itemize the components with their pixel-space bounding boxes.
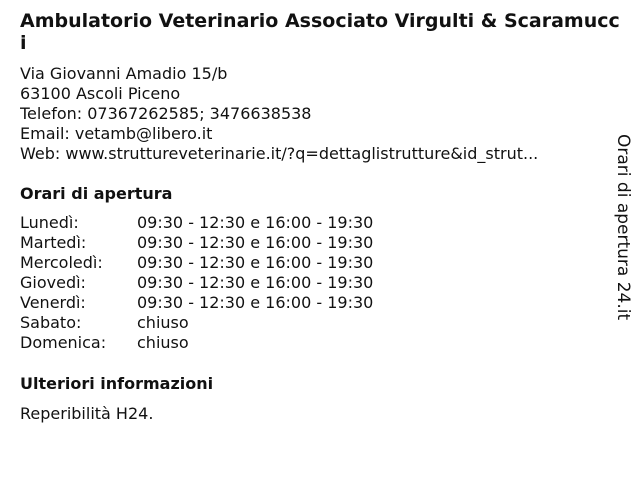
phone-numbers[interactable]: Telefon: 07367262585; 3476638538 <box>20 104 312 123</box>
hours-row-friday <box>20 293 373 313</box>
contact-block <box>20 64 610 164</box>
business-title: Ambulatorio Veterinario Associato Virgulti & Scaramucci <box>20 10 620 54</box>
hours-row-sunday <box>20 333 373 353</box>
day-label: Sabato: <box>20 313 82 332</box>
hours-row-wednesday <box>20 253 373 273</box>
hours-row-saturday <box>20 313 373 333</box>
time-value: 09:30 - 12:30 e 16:00 - 19:30 <box>137 233 374 252</box>
hours-row-thursday <box>20 273 373 293</box>
additional-info-heading: Ulteriori informazioni <box>20 374 214 393</box>
street-address: Via Giovanni Amadio 15/b <box>20 64 228 83</box>
day-label: Giovedì: <box>20 273 86 292</box>
time-value: 09:30 - 12:30 e 16:00 - 19:30 <box>137 253 374 272</box>
time-value: 09:30 - 12:30 e 16:00 - 19:30 <box>137 293 374 312</box>
additional-info-text: Reperibilità H24. <box>20 404 154 423</box>
day-label: Venerdì: <box>20 293 86 312</box>
hours-row-tuesday <box>20 233 373 253</box>
day-label: Mercoledì: <box>20 253 103 272</box>
email-address[interactable]: Email: vetamb@libero.it <box>20 124 213 143</box>
opening-hours-table <box>20 213 373 353</box>
time-value: chiuso <box>137 333 189 352</box>
city-address: 63100 Ascoli Piceno <box>20 84 181 103</box>
website-link[interactable]: Web: www.struttureveterinarie.it/?q=dettaglistrutture&id_strut... <box>20 144 539 163</box>
hours-row-monday <box>20 213 373 233</box>
day-label: Domenica: <box>20 333 107 352</box>
day-label: Martedì: <box>20 233 87 252</box>
time-value: 09:30 - 12:30 e 16:00 - 19:30 <box>137 273 374 292</box>
opening-hours-heading: Orari di apertura <box>20 184 173 203</box>
day-label: Lunedì: <box>20 213 79 232</box>
time-value: chiuso <box>137 313 189 332</box>
time-value: 09:30 - 12:30 e 16:00 - 19:30 <box>137 213 374 232</box>
site-brand-vertical: Orari di apertura 24.it <box>613 134 633 321</box>
